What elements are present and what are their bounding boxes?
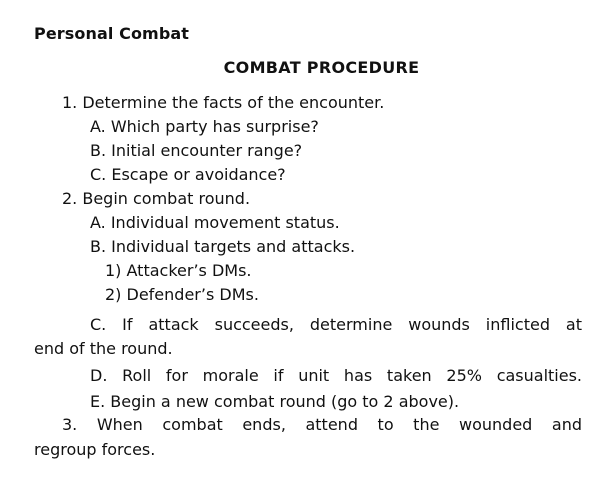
step-2-item-b-sub-2: 2) Defender’s DMs. bbox=[105, 285, 259, 304]
step-1-item-a: A. Which party has surprise? bbox=[90, 117, 319, 136]
step-2-item-e: E. Begin a new combat round (go to 2 above). bbox=[90, 392, 460, 411]
step-2-item-a: A. Individual movement status. bbox=[90, 213, 340, 232]
step-3-line-2: regroup forces. bbox=[34, 440, 156, 459]
step-2-item-d: D. Roll for morale if unit has taken 25% casualties. bbox=[90, 366, 582, 385]
step-1-item-c: C. Escape or avoidance? bbox=[90, 165, 286, 184]
step-3-line-1: 3. When combat ends, attend to the wounded and bbox=[62, 415, 582, 434]
step-2-label: 2. Begin combat round. bbox=[62, 189, 251, 208]
step-2-item-b: B. Individual targets and attacks. bbox=[90, 237, 356, 256]
step-2-item-c-line-2: end of the round. bbox=[34, 339, 173, 358]
section-title: Personal Combat bbox=[34, 24, 190, 43]
step-2-item-b-sub-1: 1) Attacker’s DMs. bbox=[105, 261, 252, 280]
procedure-heading: COMBAT PROCEDURE bbox=[223, 58, 420, 77]
step-1-item-b: B. Initial encounter range? bbox=[90, 141, 303, 160]
step-1-label: 1. Determine the facts of the encounter. bbox=[62, 93, 385, 112]
step-2-item-c-line-1: C. If attack succeeds, determine wounds inflicted at bbox=[90, 315, 582, 334]
